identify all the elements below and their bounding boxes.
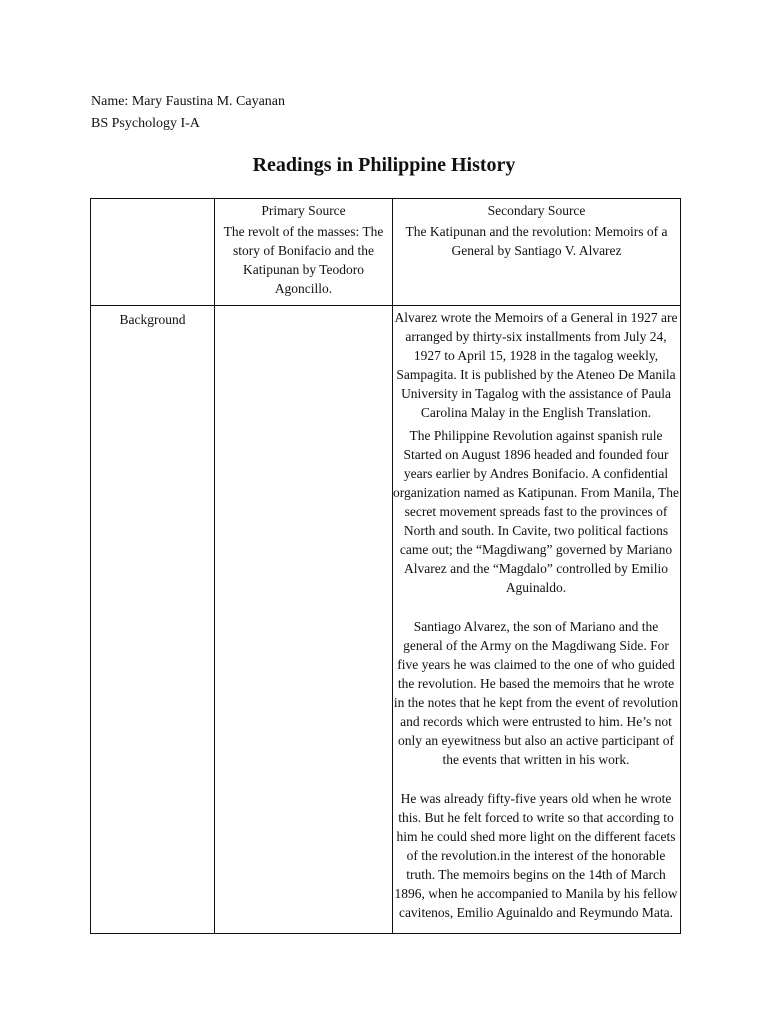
document-title: Readings in Philippine History (252, 154, 516, 176)
secondary-source-label: Secondary Source (487, 203, 586, 218)
background-paragraph-4: He was already fifty-five years old when he wrote this. But he felt forced to write so that according to him he could shed more light on the different facets of the revolution.in the interest of the honorable truth. The memoirs begins on the 14th of March 1896, when he accompanied to Manila by his fellow cavitenos, Emilio Aguinaldo and Reymundo Mata. (394, 791, 678, 920)
background-label: Background (91, 306, 215, 934)
background-paragraph-1: Alvarez wrote the Memoirs of a General in 1927 are arranged by thirty-six installments from July 24, 1927 to April 15, 1928 in the tagalog weekly, Sampagita. It is published by the Ateneo De Manila University in Tagalog with the assistance of Paula Carolina Malay in the English Translation. (394, 310, 678, 420)
background-primary-cell (215, 306, 393, 934)
background-paragraph-2: The Philippine Revolution against spanish rule Started on August 1896 headed and founded four years earlier by Andres Bonifacio. A confidential organization named as Katipunan. From Manila, The secret movement spreads fast to the provinces of North and south. In Cavite, two political factions came out; the “Magdiwang” governed by Mariano Alvarez and the “Magdalo” controlled by Emilio Aguinaldo. (393, 428, 679, 595)
primary-source-label: Primary Source (261, 203, 346, 218)
background-row (91, 306, 681, 934)
student-name: Name: Mary Faustina M. Cayanan (91, 94, 286, 109)
primary-source-header-cell (215, 199, 393, 306)
table-header-row (91, 199, 681, 306)
primary-source-title: The revolt of the masses: The story of Bonifacio and the Katipunan by Teodoro Agoncillo. (223, 224, 384, 296)
course-section: BS Psychology I-A (91, 116, 200, 131)
background-secondary-cell (393, 306, 681, 934)
corner-cell (91, 199, 215, 306)
secondary-source-header-cell (393, 199, 681, 306)
secondary-source-title: The Katipunan and the revolution: Memoirs of a General by Santiago V. Alvarez (405, 224, 668, 258)
background-paragraph-3: Santiago Alvarez, the son of Mariano and the general of the Army on the Magdiwang Side. For five years he was claimed to the one of who guided the revolution. He based the memoirs that he wrote in the notes that he kept from the event of revolution and records which were entrusted to him. He’s not only an eyewitness but also an active participant of the events that written in his work. (393, 619, 679, 767)
comparison-table (90, 198, 681, 934)
